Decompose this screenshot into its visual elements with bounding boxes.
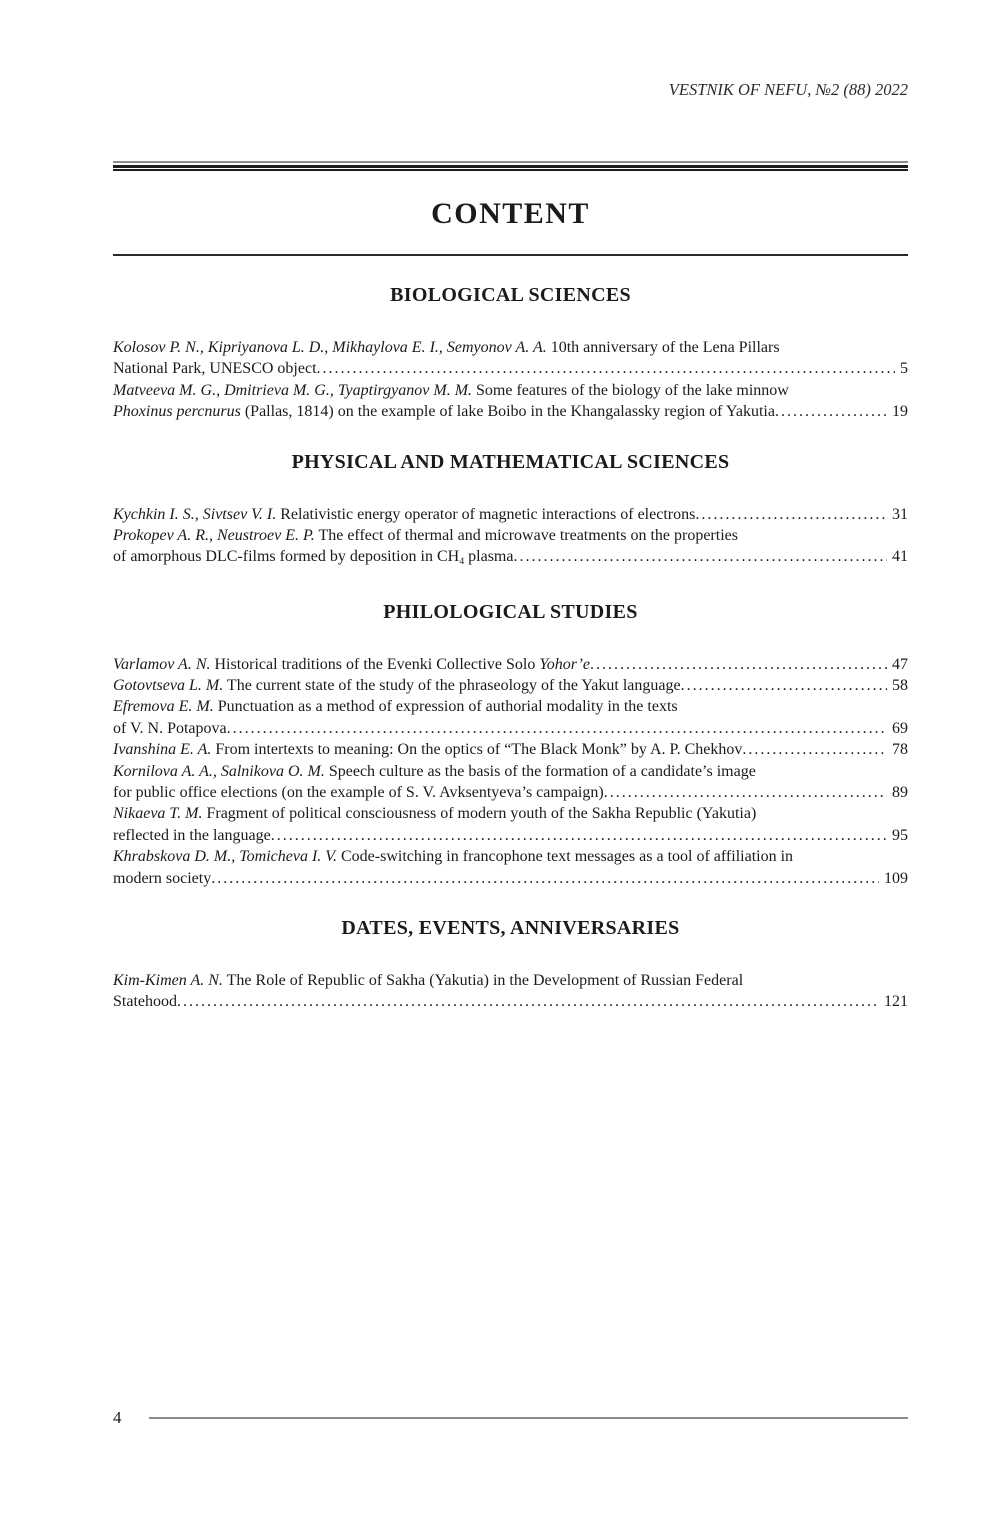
- toc-section: [113, 450, 908, 573]
- entry-page-number: 19: [892, 403, 908, 421]
- section-heading: PHYSICAL AND MATHEMATICAL SCIENCES: [291, 450, 730, 473]
- entry-title-text: 10th anniversary of the Lena Pillars: [546, 339, 780, 356]
- toc-entry-line: [113, 825, 908, 846]
- entry-author-names: Kornilova A. A., Salnikova O. M.: [113, 762, 325, 780]
- top-rule-thin-line: [113, 161, 908, 163]
- entry-text: [113, 718, 227, 739]
- entry-title-text: Historical traditions of the Evenki Collective Solo: [210, 655, 540, 673]
- top-rule-bottom-line: [113, 169, 908, 171]
- entry-title-text: of V. N. Potapova: [113, 719, 227, 737]
- entry-page-number: 5: [900, 360, 908, 378]
- toc-entry-line: [113, 358, 908, 379]
- entry-text: [113, 825, 271, 846]
- toc-entry-line: [113, 970, 908, 991]
- toc-entry: [113, 803, 908, 846]
- entry-author-names: Varlamov A. N.: [113, 655, 211, 673]
- entry-page-number: 109: [884, 869, 908, 887]
- toc-entry: [113, 504, 908, 525]
- entry-text: [113, 991, 177, 1012]
- section-heading: BIOLOGICAL SCIENCES: [390, 284, 631, 306]
- toc-entry-line: [113, 868, 908, 889]
- toc-entry: [113, 380, 908, 423]
- entry-page-number: 41: [892, 548, 908, 566]
- entry-title-text: (Pallas, 1814) on the example of lake Boibo in the Khangalassky region of Yakutia: [240, 403, 775, 421]
- entry-title-text: Statehood: [113, 993, 177, 1011]
- entry-title-text: Code-switching in francophone text messages as a tool of affiliation in: [336, 848, 794, 866]
- entry-page-number: 69: [892, 719, 908, 737]
- entry-page-number: 47: [892, 655, 908, 673]
- entry-author-names: Yohor’e: [539, 655, 590, 673]
- toc-entry-line: [113, 401, 908, 422]
- page-title: CONTENT: [431, 197, 590, 230]
- toc-entry: [113, 696, 908, 739]
- toc-entry: [113, 337, 908, 380]
- toc-section: [113, 283, 908, 423]
- entry-author-names: Kim-Kimen A. N.: [113, 972, 223, 990]
- entry-title-text: reflected in the language: [113, 826, 271, 844]
- entry-text: [113, 654, 590, 675]
- top-rule: [113, 161, 908, 171]
- entry-page-number: 78: [892, 741, 908, 759]
- toc-entry-line: [113, 654, 908, 675]
- entry-author-names: Nikaeva T. M.: [113, 805, 203, 823]
- footer-page-number: 4: [113, 1408, 122, 1427]
- toc-entry-line: [113, 846, 908, 867]
- toc-entry-line: [113, 337, 908, 358]
- entry-page-number: 89: [892, 784, 908, 802]
- toc-entry-line: [113, 525, 908, 546]
- entry-title-text: Fragment of political consciousness of modern youth of the Sakha Republic (Yakutia): [202, 805, 757, 823]
- toc-entry-line: [113, 739, 908, 760]
- toc-entry-line: [113, 504, 908, 525]
- entry-title-text: The effect of thermal and microwave treatments on the properties: [314, 527, 738, 545]
- dot-leader: [227, 718, 887, 739]
- section-heading: DATES, EVENTS, ANNIVERSARIES: [341, 917, 680, 940]
- entry-author-names: Efremova E. M.: [113, 698, 214, 716]
- entry-title-text: The Role of Republic of Sakha (Yakutia) in the Development of Russian Federal: [222, 972, 744, 990]
- toc-entry: [113, 654, 908, 675]
- entry-title-text: Punctuation as a method of expression of authorial modality in the texts: [213, 698, 678, 716]
- entry-text: [113, 546, 513, 572]
- toc-entry-line: [113, 803, 908, 824]
- entry-text: [113, 782, 604, 803]
- dot-leader: [211, 868, 879, 889]
- entry-title-text: of amorphous DLC-films formed by deposition in CH: [113, 548, 460, 566]
- toc-entry-line: [113, 718, 908, 739]
- top-rule-thick-line: [113, 165, 908, 168]
- toc-sections: [113, 283, 908, 1013]
- entry-author-names: Gotovtseva L. M.: [113, 677, 224, 695]
- entry-title-text: The current state of the study of the phraseology of the Yakut language: [223, 677, 681, 695]
- dot-leader: [513, 546, 887, 567]
- journal-header: VESTNIK OF NEFU, №2 (88) 2022: [668, 80, 908, 99]
- entry-title-text: From intertexts to meaning: On the optics of “The Black Monk” by A. P. Chekhov: [211, 741, 743, 759]
- section-heading: PHILOLOGICAL STUDIES: [383, 600, 638, 623]
- entry-title-text: plasma: [464, 548, 514, 566]
- entry-author-names: Matveeva M. G., Dmitrieva M. G., Tyaptirgyanov M. M.: [113, 381, 473, 399]
- dot-leader: [317, 358, 895, 379]
- dot-leader: [775, 401, 887, 422]
- entry-title-text: Relativistic energy operator of magnetic interactions of electrons: [276, 505, 696, 523]
- toc-entry: [113, 846, 908, 889]
- entry-page-number: 121: [884, 993, 908, 1011]
- toc-entry-line: [113, 675, 908, 696]
- dot-leader: [604, 782, 887, 803]
- toc-entry: [113, 525, 908, 573]
- footer-rule: [149, 1417, 909, 1419]
- entry-text: [113, 675, 681, 696]
- title-rule: [113, 254, 908, 256]
- entry-author-names: Kolosov P. N., Kipriyanova L. D., Mikhaylova E. I., Semyonov A. A.: [113, 339, 547, 356]
- toc-entry-line: [113, 546, 908, 572]
- page-footer: [113, 1408, 908, 1428]
- entry-author-names: Ivanshina E. A.: [113, 741, 212, 759]
- toc-section: [113, 916, 908, 1013]
- entry-text: [113, 401, 775, 422]
- toc-entry-line: [113, 782, 908, 803]
- entry-author-names: Khrabskova D. M., Tomicheva I. V.: [113, 848, 337, 866]
- entry-page-number: 31: [892, 505, 908, 523]
- entry-text: [113, 358, 317, 379]
- entry-title-text: for public office elections (on the example of S. V. Avksentyeva’s campaign): [113, 784, 604, 802]
- entry-text: [113, 504, 695, 525]
- dot-leader: [177, 991, 879, 1012]
- entry-text: [113, 868, 211, 889]
- dot-leader: [695, 504, 887, 525]
- entry-author-names: Phoxinus percnurus: [113, 403, 241, 421]
- entry-author-names: Kychkin I. S., Sivtsev V. I.: [113, 505, 277, 523]
- entry-title-text: Some features of the biology of the lake minnow: [472, 381, 789, 399]
- entry-title-text: Speech culture as the basis of the formation of a candidate’s image: [324, 762, 756, 780]
- toc-entry: [113, 761, 908, 804]
- entry-text: [113, 739, 742, 760]
- entry-author-names: Prokopev A. R., Neustroev E. P.: [113, 527, 315, 545]
- subscript-text: 4: [459, 556, 465, 568]
- toc-entry-line: [113, 761, 908, 782]
- toc-section: [113, 600, 908, 889]
- dot-leader: [742, 739, 887, 760]
- toc-entry: [113, 739, 908, 760]
- toc-entry: [113, 675, 908, 696]
- entry-page-number: 95: [892, 826, 908, 844]
- toc-entry: [113, 970, 908, 1013]
- entry-title-text: modern society: [113, 869, 212, 887]
- toc-entry-line: [113, 696, 908, 717]
- entry-page-number: 58: [892, 677, 908, 695]
- entry-title-text: National Park, UNESCO object: [113, 360, 317, 378]
- dot-leader: [271, 825, 887, 846]
- dot-leader: [681, 675, 887, 696]
- toc-entry-line: [113, 380, 908, 401]
- dot-leader: [590, 654, 887, 675]
- toc-entry-line: [113, 991, 908, 1012]
